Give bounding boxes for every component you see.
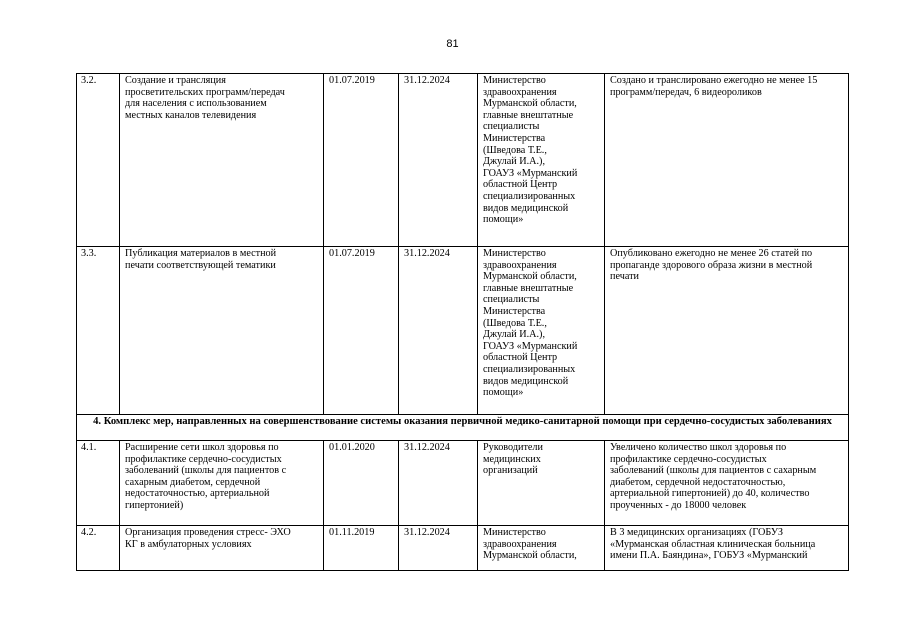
expected-result: Опубликовано ежегодно не менее 26 статей по пропаганде здорового образа жизни в местной печати: [605, 247, 849, 415]
item-title: Расширение сети школ здоровья по профилактике сердечно-сосудистых заболеваний (школы для пациентов с сахарным диабетом, сердечной недостаточностью, артериальной гипертонией): [120, 441, 324, 526]
responsible: Руководители медицинских организаций: [478, 441, 605, 526]
end-date: 31.12.2024: [399, 526, 478, 571]
start-date: 01.11.2019: [324, 526, 399, 571]
activities-table: [76, 73, 849, 571]
responsible: Министерство здравоохранения Мурманской области, главные внештатные специалисты Министерства (Шведова Т.Е., Джулай И.А.), ГОАУЗ «Мурманский областной Центр специализированных видов медицинской помощи»: [478, 74, 605, 247]
responsible: Министерство здравоохранения Мурманской области,: [478, 526, 605, 571]
section-row: [77, 415, 849, 441]
start-date: 01.07.2019: [324, 247, 399, 415]
table-row: [77, 74, 849, 247]
start-date: 01.01.2020: [324, 441, 399, 526]
item-title: Публикация материалов в местной печати соответствующей тематики: [120, 247, 324, 415]
start-date: 01.07.2019: [324, 74, 399, 247]
item-number: 4.1.: [77, 441, 120, 526]
table-row: [77, 526, 849, 571]
section-title: 4. Комплекс мер, направленных на совершенствование системы оказания первичной медико-санитарной помощи при сердечно-сосудистых заболеваниях: [77, 415, 849, 441]
end-date: 31.12.2024: [399, 74, 478, 247]
item-number: 4.2.: [77, 526, 120, 571]
page-number: 81: [446, 38, 459, 50]
expected-result: Увеличено количество школ здоровья по профилактике сердечно-сосудистых заболеваний (школы для пациентов с сахарным диабетом, сердечной недостаточностью, артериальной гипертонией) до 40, количество проученных - до 18000 человек: [605, 441, 849, 526]
end-date: 31.12.2024: [399, 247, 478, 415]
item-title: Создание и трансляция просветительских программ/передач для населения с использованием местных каналов телевидения: [120, 74, 324, 247]
table-row: [77, 247, 849, 415]
table-row: [77, 441, 849, 526]
end-date: 31.12.2024: [399, 441, 478, 526]
expected-result: В 3 медицинских организациях (ГОБУЗ «Мурманская областная клиническая больница имени П.А. Баяндина», ГОБУЗ «Мурманский: [605, 526, 849, 571]
item-number: 3.3.: [77, 247, 120, 415]
responsible: Министерство здравоохранения Мурманской области, главные внештатные специалисты Министерства (Шведова Т.Е., Джулай И.А.), ГОАУЗ «Мурманский областной Центр специализированных видов медицинской помощи»: [478, 247, 605, 415]
expected-result: Создано и транслировано ежегодно не менее 15 программ/передач, 6 видеороликов: [605, 74, 849, 247]
item-number: 3.2.: [77, 74, 120, 247]
item-title: Организация проведения стресс- ЭХО КГ в амбулаторных условиях: [120, 526, 324, 571]
